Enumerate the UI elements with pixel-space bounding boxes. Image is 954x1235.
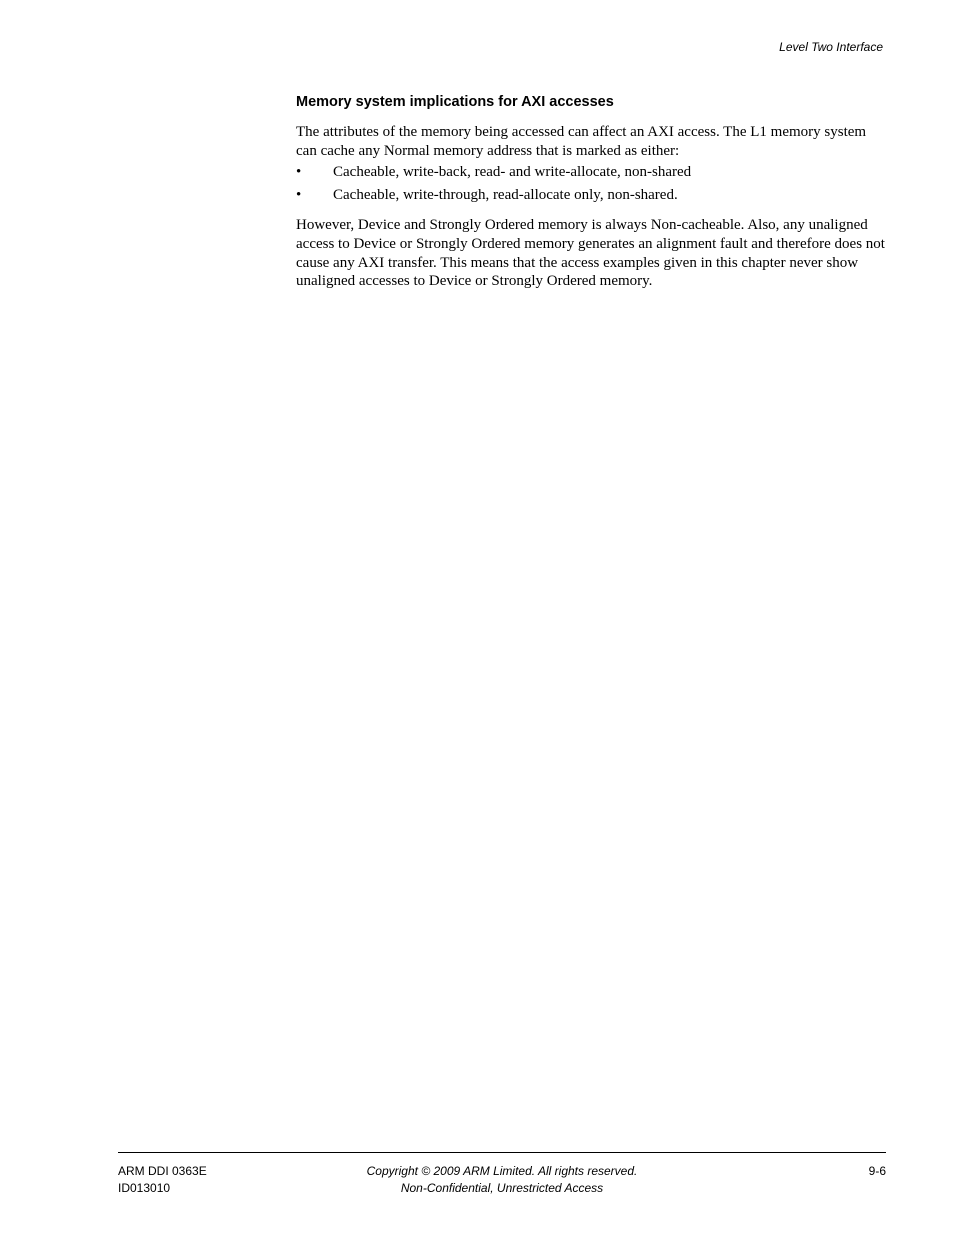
intro-paragraph: The attributes of the memory being accessed can affect an AXI access. The L1 memory system can cache any Normal memory address that is marked as either: (296, 124, 867, 159)
body-paragraph: However, Device and Strongly Ordered memory is always Non-cacheable. Also, any unaligned access to Device or Strongly Ordered memory generates an alignment fault and therefore does not cause any AXI transfer. This means that the access examples given in this chapter never show unaligned accesses to Device or Strongly Ordered memory. (296, 217, 885, 290)
access-notice: Non-Confidential, Unrestricted Access (400, 1180, 604, 1195)
footer-divider (118, 1152, 886, 1153)
page-content (296, 92, 888, 291)
bullet-icon: • (296, 164, 302, 181)
page-number: 9-6 (868, 1164, 886, 1178)
attribute-list (296, 163, 888, 204)
doc-id: ID013010 (118, 1180, 171, 1195)
list-item-text: Cacheable, write-through, read-allocate only, non-shared. (333, 186, 678, 203)
list-item (296, 163, 888, 182)
footer-legal (118, 1163, 886, 1196)
list-item (296, 186, 888, 205)
bullet-icon: • (296, 186, 302, 203)
running-header: Level Two Interface (779, 40, 883, 54)
copyright-notice: Copyright © 2009 ARM Limited. All rights reserved. (366, 1164, 638, 1178)
section-heading: Memory system implications for AXI accesses (296, 94, 614, 110)
list-item-text: Cacheable, write-back, read- and write-allocate, non-shared (333, 164, 692, 181)
doc-number: ARM DDI 0363E (118, 1164, 207, 1178)
